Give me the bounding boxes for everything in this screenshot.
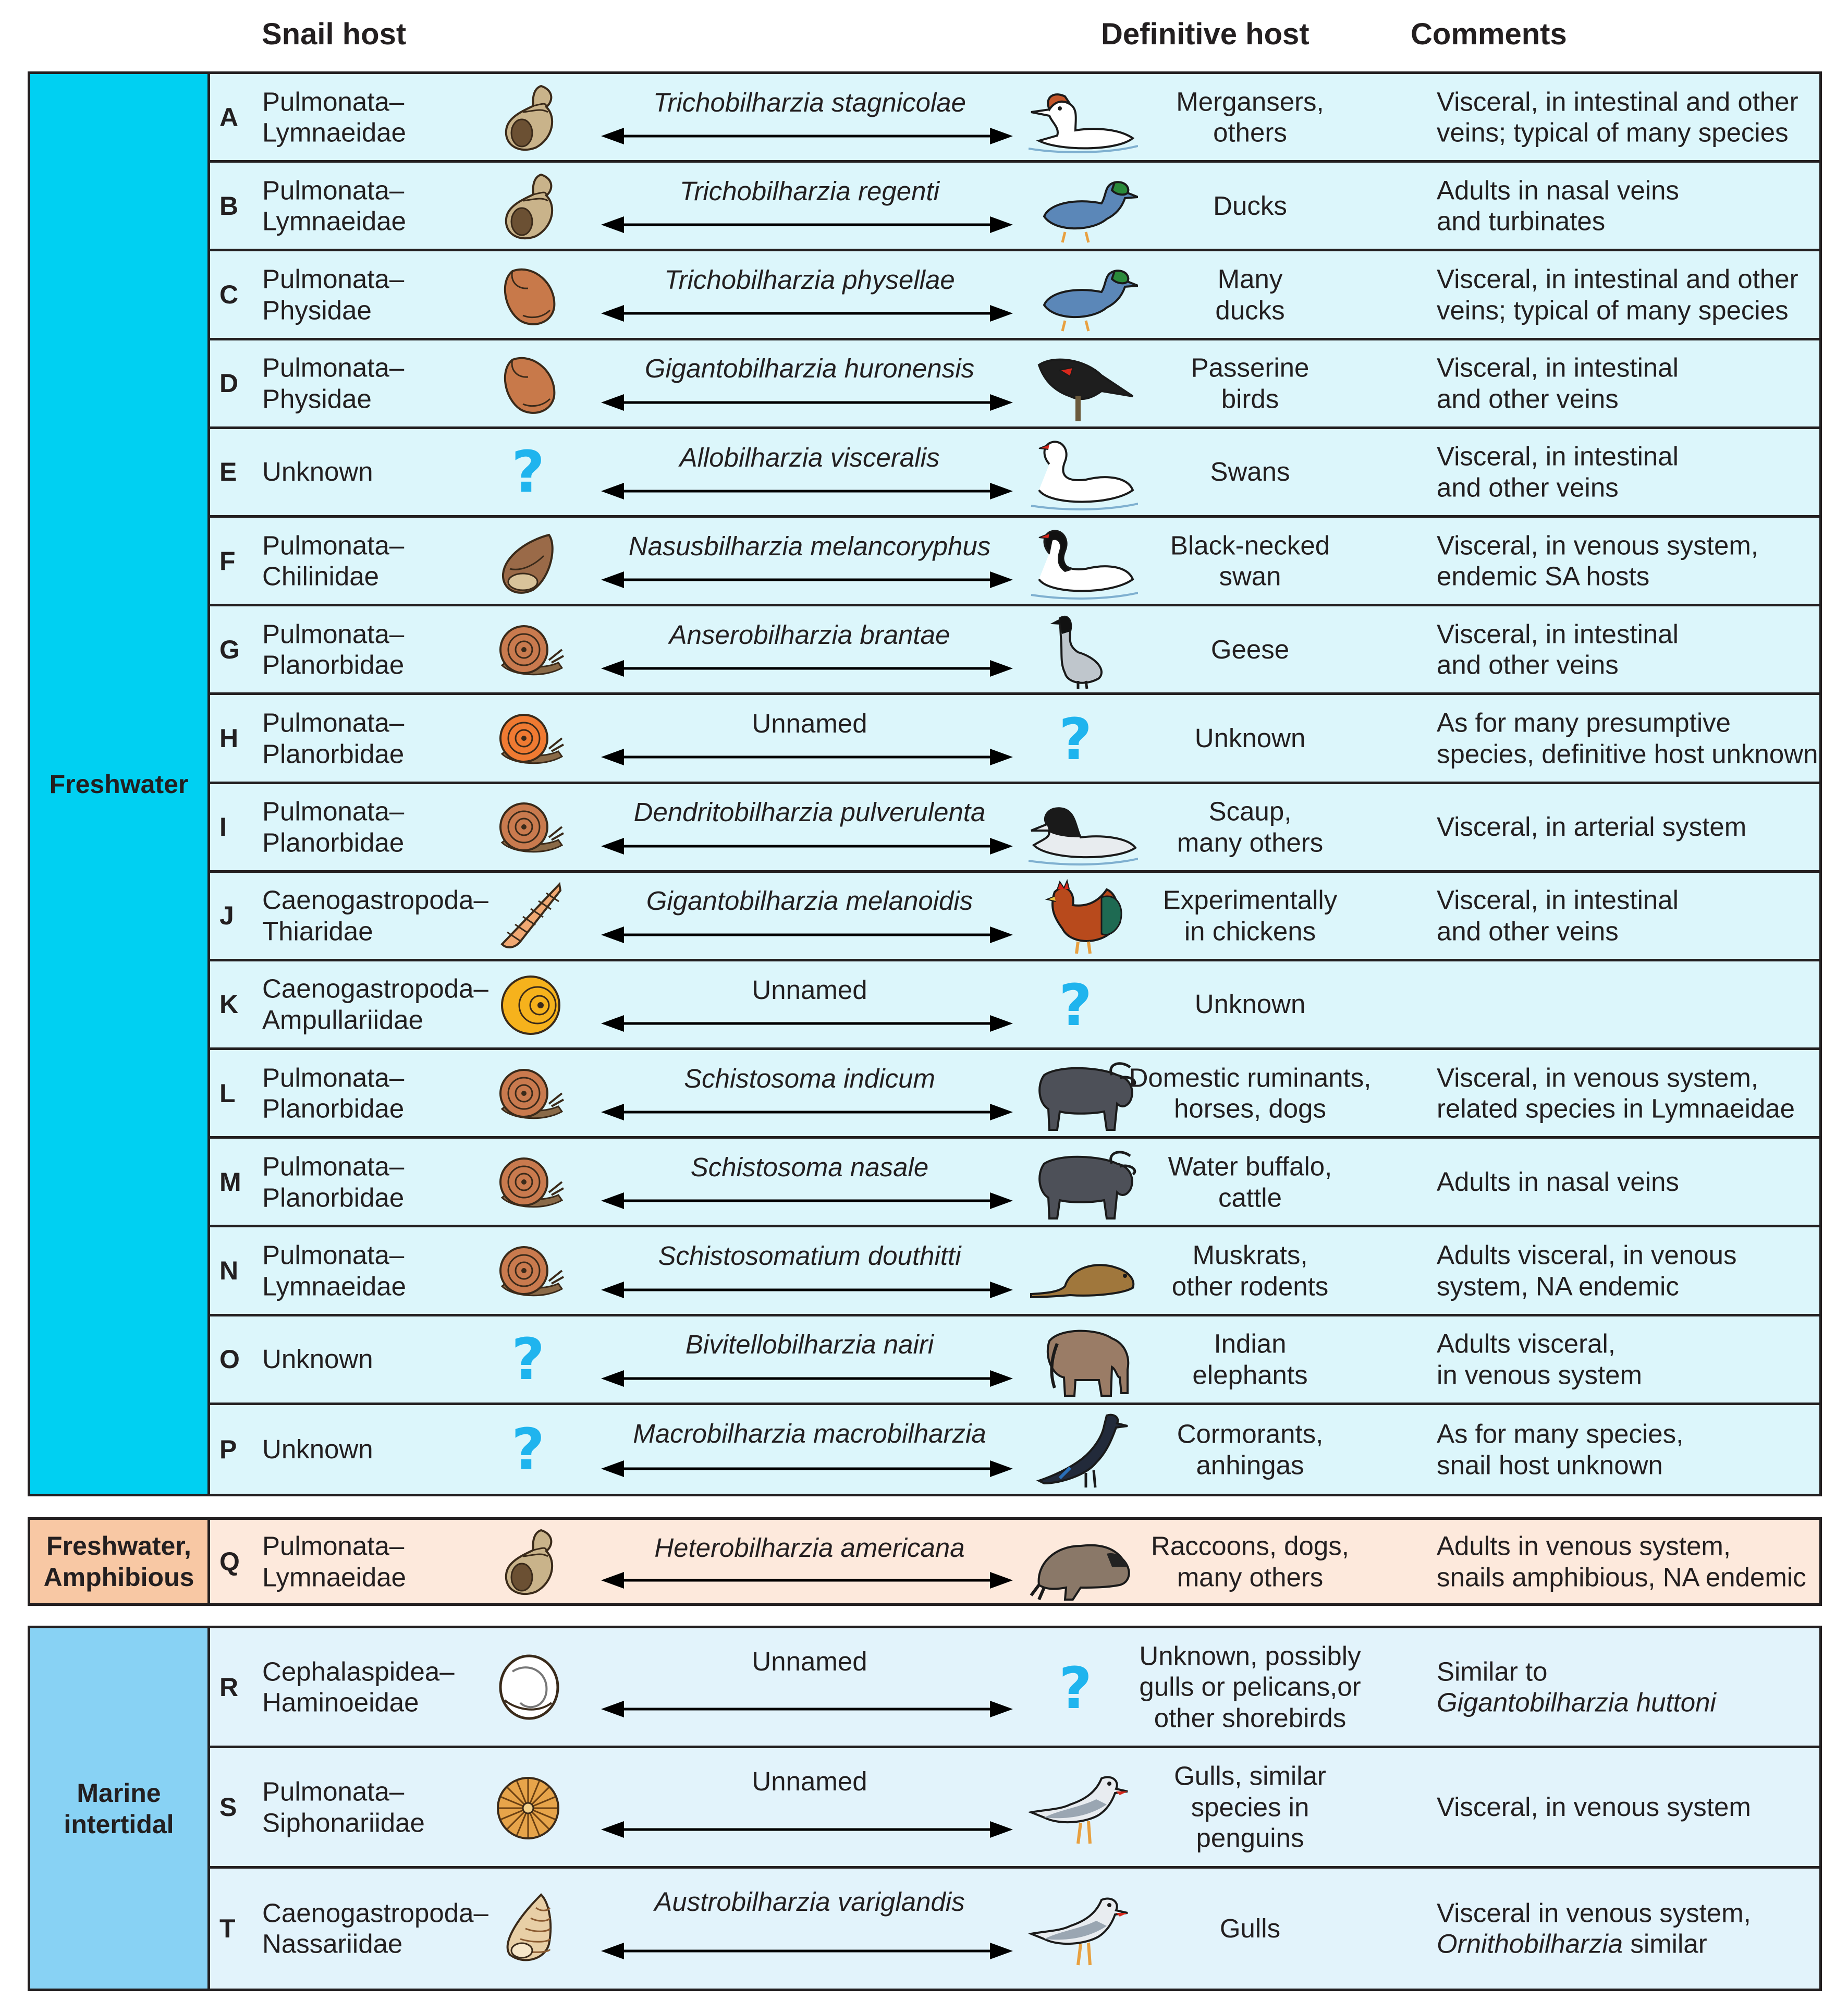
comment-text: As for many presumptive species, definitive host unknown bbox=[1437, 708, 1818, 769]
svg-text:?: ? bbox=[1059, 705, 1092, 773]
svg-text:?: ? bbox=[511, 1416, 545, 1483]
comment-text: Visceral, in venous system, related species in Lymnaeidae bbox=[1437, 1063, 1795, 1124]
double-arrow-icon bbox=[601, 481, 1013, 502]
snail-host-name: Pulmonata– Lymnaeidae bbox=[262, 175, 406, 236]
section-label-amphibious bbox=[30, 1520, 210, 1603]
schistosome-species-name: Dendritobilharzia pulverulenta bbox=[633, 797, 986, 827]
definitive-host-name: Gulls, similar species in penguins bbox=[1174, 1761, 1326, 1853]
header-snail-host: Snail host bbox=[262, 17, 407, 51]
header-comments: Comments bbox=[1411, 17, 1567, 51]
double-arrow-icon bbox=[601, 1458, 1013, 1479]
table-row bbox=[210, 74, 1819, 163]
definitive-host-name: Raccoons, dogs, many others bbox=[1151, 1531, 1349, 1592]
table-row bbox=[210, 340, 1819, 429]
comment-text: Visceral, in venous system bbox=[1437, 1792, 1751, 1822]
double-arrow-icon bbox=[601, 392, 1013, 413]
comment-text: Visceral, in intestinal and other veins; typical of many species bbox=[1437, 86, 1798, 148]
marine-rows bbox=[210, 1628, 1819, 1989]
schistosome-species-name: Trichobilharzia physellae bbox=[664, 265, 955, 295]
schistosome-species-name: Gigantobilharzia huronensis bbox=[644, 353, 975, 384]
section-freshwater bbox=[28, 71, 1822, 1496]
table-row bbox=[210, 1050, 1819, 1139]
definitive-host-name: Scaup, many others bbox=[1177, 796, 1324, 858]
row-letter: F bbox=[219, 546, 236, 576]
table-row bbox=[210, 1748, 1819, 1868]
table-row bbox=[210, 873, 1819, 961]
row-letter: T bbox=[219, 1913, 236, 1943]
question-mark-icon bbox=[492, 1323, 565, 1396]
amphibious-rows bbox=[210, 1520, 1819, 1603]
schistosome-species-name: Macrobilharzia macrobilharzia bbox=[633, 1419, 986, 1449]
row-letter: Q bbox=[219, 1547, 240, 1576]
definitive-host-name: Gulls bbox=[1219, 1913, 1281, 1943]
table-row bbox=[210, 1869, 1819, 1989]
double-arrow-icon bbox=[601, 569, 1013, 590]
limpet-icon bbox=[492, 1771, 565, 1844]
schistosome-species-name: Unnamed bbox=[752, 709, 867, 739]
row-letter: L bbox=[219, 1078, 236, 1108]
double-arrow-icon bbox=[601, 1279, 1013, 1300]
haminoeid-snail-icon bbox=[492, 1651, 565, 1724]
schistosome-species-name: Anserobilharzia brantae bbox=[669, 619, 950, 650]
double-arrow-icon bbox=[601, 747, 1013, 767]
definitive-host-name: Ducks bbox=[1213, 190, 1287, 221]
comment-text: Adults visceral, in venous system bbox=[1437, 1328, 1643, 1390]
comment-italic-name: Gigantobilharzia huttoni bbox=[1437, 1687, 1716, 1717]
thiarid-snail-icon bbox=[492, 879, 565, 952]
snail-host-name: Pulmonata– Siphonariidae bbox=[262, 1776, 425, 1837]
svg-text:?: ? bbox=[1059, 972, 1092, 1039]
question-mark-icon bbox=[492, 435, 565, 508]
double-arrow-icon bbox=[601, 303, 1013, 324]
comment-text: As for many species, snail host unknown bbox=[1437, 1419, 1684, 1480]
comment-text: Adults in nasal veins bbox=[1437, 1167, 1679, 1197]
freshwater-rows bbox=[210, 74, 1819, 1494]
snail-host-name: Cephalaspidea– Haminoeidae bbox=[262, 1656, 455, 1717]
orange-planorbid-snail-icon bbox=[492, 702, 565, 775]
double-arrow-icon bbox=[601, 836, 1013, 857]
double-arrow-icon bbox=[601, 126, 1013, 147]
definitive-host-name: Muskrats, other rodents bbox=[1171, 1240, 1329, 1301]
double-arrow-icon bbox=[601, 1368, 1013, 1389]
svg-text:?: ? bbox=[511, 1326, 545, 1393]
row-letter: P bbox=[219, 1434, 237, 1464]
snail-host-name: Pulmonata– Planorbidae bbox=[262, 1151, 405, 1212]
row-letter: I bbox=[219, 812, 227, 842]
comment-text: Visceral in venous system, Ornithobilharzia similar bbox=[1437, 1898, 1751, 1959]
table-row bbox=[210, 163, 1819, 251]
snail-host-name: Pulmonata– Planorbidae bbox=[262, 708, 405, 769]
row-letter: C bbox=[219, 279, 239, 309]
table-row bbox=[210, 961, 1819, 1050]
row-letter: J bbox=[219, 901, 234, 931]
comment-text: Visceral, in intestinal and other veins; typical of many species bbox=[1437, 264, 1798, 325]
svg-text:?: ? bbox=[1059, 1654, 1092, 1722]
definitive-host-name: Geese bbox=[1210, 634, 1290, 664]
snail-host-name: Pulmonata– Chilinidae bbox=[262, 530, 405, 591]
comment-text: Similar to Gigantobilharzia huttoni bbox=[1437, 1656, 1716, 1717]
definitive-host-name: Water buffalo, cattle bbox=[1168, 1151, 1332, 1212]
definitive-host-name: Domestic ruminants, horses, dogs bbox=[1129, 1063, 1372, 1124]
comment-text: Adults in nasal veins and turbinates bbox=[1437, 175, 1679, 236]
double-arrow-icon bbox=[601, 658, 1013, 679]
table-row bbox=[210, 695, 1819, 784]
row-letter: R bbox=[219, 1672, 239, 1702]
physid-snail-icon bbox=[492, 258, 565, 331]
row-letter: H bbox=[219, 723, 239, 753]
definitive-host-name: Unknown, possibly gulls or pelicans,or other shorebirds bbox=[1139, 1641, 1361, 1733]
table-row bbox=[210, 1405, 1819, 1494]
planorbid-snail-icon bbox=[492, 613, 565, 686]
schistosome-species-name: Heterobilharzia americana bbox=[654, 1533, 965, 1563]
snail-host-name: Pulmonata– Planorbidae bbox=[262, 1063, 405, 1124]
definitive-host-name: Many ducks bbox=[1215, 264, 1285, 325]
snail-host-name: Pulmonata– Planorbidae bbox=[262, 796, 405, 858]
row-letter: E bbox=[219, 457, 237, 487]
double-arrow-icon bbox=[601, 1013, 1013, 1034]
schistosome-species-name: Trichobilharzia regenti bbox=[680, 176, 939, 206]
snail-host-name: Caenogastropoda– Thiaridae bbox=[262, 885, 488, 946]
planorbid-snail-icon bbox=[492, 1057, 565, 1130]
section-label-amphibious-text: Freshwater, Amphibious bbox=[43, 1531, 194, 1592]
comment-text: Adults visceral, in venous system, NA endemic bbox=[1437, 1240, 1737, 1301]
snail-host-name: Unknown bbox=[262, 1344, 373, 1374]
lymnaeid-snail-icon bbox=[492, 169, 565, 242]
definitive-host-name: Swans bbox=[1210, 457, 1290, 487]
schistosome-species-name: Unnamed bbox=[752, 1766, 867, 1797]
definitive-host-name: Black-necked swan bbox=[1170, 530, 1330, 591]
snail-host-name: Pulmonata– Lymnaeidae bbox=[262, 1240, 406, 1301]
comment-tail: similar bbox=[1623, 1929, 1707, 1959]
definitive-host-name: Unknown bbox=[1194, 989, 1306, 1019]
schistosome-species-name: Austrobilharzia variglandis bbox=[654, 1887, 965, 1917]
snail-host-name: Unknown bbox=[262, 1434, 373, 1465]
schistosome-species-name: Schistosomatium douthitti bbox=[658, 1241, 961, 1271]
lymnaeid-snail-icon bbox=[492, 81, 565, 154]
chilinid-snail-icon bbox=[492, 525, 565, 597]
snail-host-name: Pulmonata– Lymnaeidae bbox=[262, 1531, 406, 1592]
table-row bbox=[210, 518, 1819, 606]
snail-host-name: Pulmonata– Physidae bbox=[262, 352, 405, 414]
snail-host-name: Pulmonata– Planorbidae bbox=[262, 619, 405, 680]
schistosome-species-name: Unnamed bbox=[752, 1646, 867, 1676]
snail-host-name: Caenogastropoda– Ampullariidae bbox=[262, 973, 488, 1035]
double-arrow-icon bbox=[601, 1819, 1013, 1840]
double-arrow-icon bbox=[601, 1570, 1013, 1591]
lymnaeid-snail-icon bbox=[492, 1525, 565, 1598]
nassariid-snail-icon bbox=[492, 1892, 565, 1965]
schistosome-species-name: Unnamed bbox=[752, 974, 867, 1005]
definitive-host-name: Cormorants, anhingas bbox=[1177, 1419, 1324, 1480]
schistosome-species-name: Allobilharzia visceralis bbox=[679, 442, 940, 472]
row-letter: O bbox=[219, 1345, 240, 1374]
planorbid-snail-icon bbox=[492, 1145, 565, 1218]
table-row bbox=[210, 784, 1819, 873]
definitive-host-name: Unknown bbox=[1194, 723, 1306, 753]
question-mark-icon bbox=[492, 1413, 565, 1486]
comment-text: Adults in venous system, snails amphibious, NA endemic bbox=[1437, 1531, 1806, 1592]
snail-host-name: Pulmonata– Lymnaeidae bbox=[262, 86, 406, 148]
schistosome-species-name: Gigantobilharzia melanoidis bbox=[646, 886, 973, 916]
definitive-host-name: Passerine birds bbox=[1191, 352, 1309, 414]
section-label-freshwater: Freshwater bbox=[30, 74, 210, 1494]
planorbid-snail-icon bbox=[492, 1234, 565, 1307]
comment-text: Visceral, in venous system, endemic SA hosts bbox=[1437, 530, 1758, 591]
double-arrow-icon bbox=[601, 214, 1013, 235]
table-row bbox=[210, 1139, 1819, 1227]
row-letter: S bbox=[219, 1792, 237, 1822]
row-letter: G bbox=[219, 635, 240, 664]
comment-text: Visceral, in arterial system bbox=[1437, 812, 1747, 842]
row-letter: K bbox=[219, 990, 239, 1019]
row-letter: A bbox=[219, 102, 239, 132]
snail-host-name: Pulmonata– Physidae bbox=[262, 264, 405, 325]
table-row bbox=[210, 1316, 1819, 1405]
row-letter: M bbox=[219, 1167, 241, 1197]
table-row bbox=[210, 606, 1819, 695]
table-row bbox=[210, 1520, 1819, 1603]
schistosome-species-name: Schistosoma indicum bbox=[684, 1063, 935, 1093]
planorbid-snail-icon bbox=[492, 790, 565, 863]
table-row bbox=[210, 1628, 1819, 1748]
svg-text:?: ? bbox=[511, 438, 545, 506]
comment-text: Visceral, in intestinal and other veins bbox=[1437, 441, 1679, 503]
schistosome-species-name: Bivitellobilharzia nairi bbox=[685, 1330, 934, 1360]
comment-text: Visceral, in intestinal and other veins bbox=[1437, 352, 1679, 414]
row-letter: N bbox=[219, 1256, 239, 1286]
ampullariid-snail-icon bbox=[492, 968, 565, 1041]
double-arrow-icon bbox=[601, 1102, 1013, 1123]
comment-text: Visceral, in intestinal and other veins bbox=[1437, 619, 1679, 680]
double-arrow-icon bbox=[601, 1190, 1013, 1211]
comment-text: Visceral, in intestinal and other veins bbox=[1437, 885, 1679, 946]
definitive-host-name: Experimentally in chickens bbox=[1162, 885, 1338, 946]
physid-snail-icon bbox=[492, 347, 565, 420]
row-letter: D bbox=[219, 369, 239, 398]
comment-italic-name: Ornithobilharzia bbox=[1437, 1929, 1623, 1959]
double-arrow-icon bbox=[601, 1699, 1013, 1720]
section-label-marine-text: Marine intertidal bbox=[64, 1778, 174, 1839]
double-arrow-icon bbox=[601, 1941, 1013, 1961]
section-marine-intertidal bbox=[28, 1626, 1822, 1991]
definitive-host-name: Mergansers, others bbox=[1176, 86, 1324, 148]
row-letter: B bbox=[219, 191, 239, 221]
snail-host-name: Caenogastropoda– Nassariidae bbox=[262, 1898, 488, 1959]
table-row bbox=[210, 1227, 1819, 1316]
schistosome-species-name: Nasusbilharzia melancoryphus bbox=[628, 531, 991, 561]
definitive-host-name: Indian elephants bbox=[1192, 1328, 1308, 1390]
double-arrow-icon bbox=[601, 924, 1013, 945]
header-definitive-host: Definitive host bbox=[1101, 17, 1309, 51]
schistosome-species-name: Trichobilharzia stagnicolae bbox=[653, 87, 966, 117]
snail-host-name: Unknown bbox=[262, 457, 373, 487]
table-row bbox=[210, 429, 1819, 518]
schistosome-species-name: Schistosoma nasale bbox=[690, 1152, 929, 1182]
section-freshwater-amphibious bbox=[28, 1517, 1822, 1606]
section-label-marine bbox=[30, 1628, 210, 1989]
table-row bbox=[210, 251, 1819, 340]
